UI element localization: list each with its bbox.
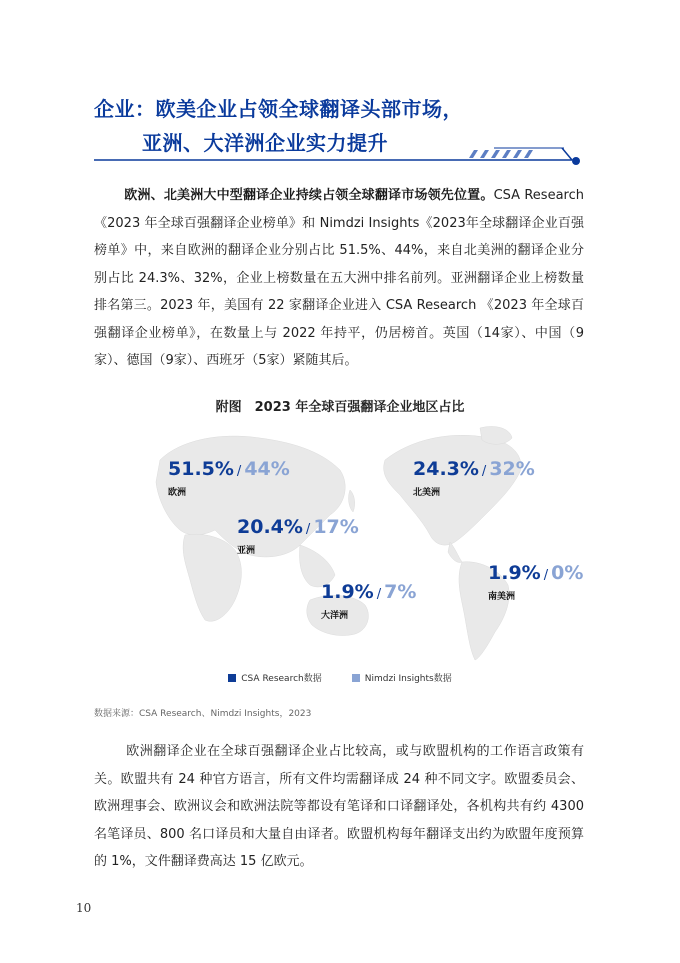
oceania-csa-value: 1.9% <box>321 581 374 603</box>
legend-item-csa <box>228 671 321 684</box>
north-america-label: 北美洲 <box>413 488 441 498</box>
chart-legend <box>0 671 680 684</box>
intro-body: CSA Research《2023 年全球百强翻译企业榜单》和 Nimdzi Insights《2023年全球翻译企业百强榜单》中，来自欧洲的翻译企业分别占比 51.5%、44%，来自北美洲的翻译企业分别占比 24.3%、32%，企业上榜数量在五大洲中排名前列。亚洲翻译企业上榜数量排名第三。2023 年，美国有 22 家翻译企业进入 CSA Research 《2023 年全球百强翻译企业榜单》，在数量上与 2022 年持平，仍居榜首。英国（14家）、中国（9家）、德国（9家）、西班牙（5家）紧随其后。 <box>94 188 584 368</box>
data-source-note: 数据来源：CSA Research、Nimdzi Insights，2023 <box>94 709 312 719</box>
legend-label-csa: CSA Research数据 <box>241 674 322 684</box>
legend-swatch-csa <box>228 674 236 682</box>
stat-south-america <box>488 562 583 602</box>
separator: / <box>481 464 487 479</box>
oceania-nimdzi-value: 7% <box>384 581 417 603</box>
south-america-csa-value: 1.9% <box>488 562 541 584</box>
outro-body: 欧洲翻译企业在全球百强翻译企业占比较高，或与欧盟机构的工作语言政策有关。欧盟共有 24 种官方语言，所有文件均需翻译成 24 种不同文字。欧盟委员会、欧洲理事会、欧洲议会和欧洲法院等都设有笔译和口译翻译处，各机构共有约 4300 名笔译员、800 名口译员和大量自由译者。欧盟机构每年翻译支出约为欧盟年度预算的 1%，文件翻译费高达 15 亿欧元。 <box>94 744 584 869</box>
europe-csa-value: 51.5% <box>168 458 234 480</box>
stat-europe <box>168 458 290 498</box>
asia-nimdzi-value: 17% <box>313 516 359 538</box>
title-underline-decoration <box>94 140 584 168</box>
outro-paragraph <box>94 738 584 876</box>
legend-item-nimdzi <box>352 671 452 684</box>
legend-label-nimdzi: Nimdzi Insights数据 <box>364 674 452 684</box>
south-america-label: 南美洲 <box>488 592 516 602</box>
north-america-nimdzi-value: 32% <box>489 458 535 480</box>
separator: / <box>305 522 311 537</box>
asia-csa-value: 20.4% <box>237 516 303 538</box>
south-america-nimdzi-value: 0% <box>551 562 584 584</box>
intro-paragraph <box>94 182 584 375</box>
oceania-label: 大洋洲 <box>321 611 349 621</box>
figure-title: 附图 2023 年全球百强翻译企业地区占比 <box>215 400 465 415</box>
intro-lead: 欧洲、北美洲大中型翻译企业持续占领全球翻译市场领先位置。 <box>124 188 494 203</box>
legend-swatch-nimdzi <box>352 674 360 682</box>
stat-north-america <box>413 458 535 498</box>
separator: / <box>236 464 242 479</box>
page-number: 10 <box>76 901 92 915</box>
asia-label: 亚洲 <box>237 546 256 556</box>
title-line-1: 企业：欧美企业占领全球翻译头部市场， <box>94 97 463 121</box>
separator: / <box>543 568 549 583</box>
europe-label: 欧洲 <box>168 488 187 498</box>
world-map <box>150 420 580 665</box>
europe-nimdzi-value: 44% <box>244 458 290 480</box>
stat-asia <box>237 516 359 556</box>
title-line-2: 亚洲、大洋洲企业实力提升 <box>142 131 388 155</box>
stat-oceania <box>321 581 416 621</box>
separator: / <box>376 587 382 602</box>
north-america-csa-value: 24.3% <box>413 458 479 480</box>
